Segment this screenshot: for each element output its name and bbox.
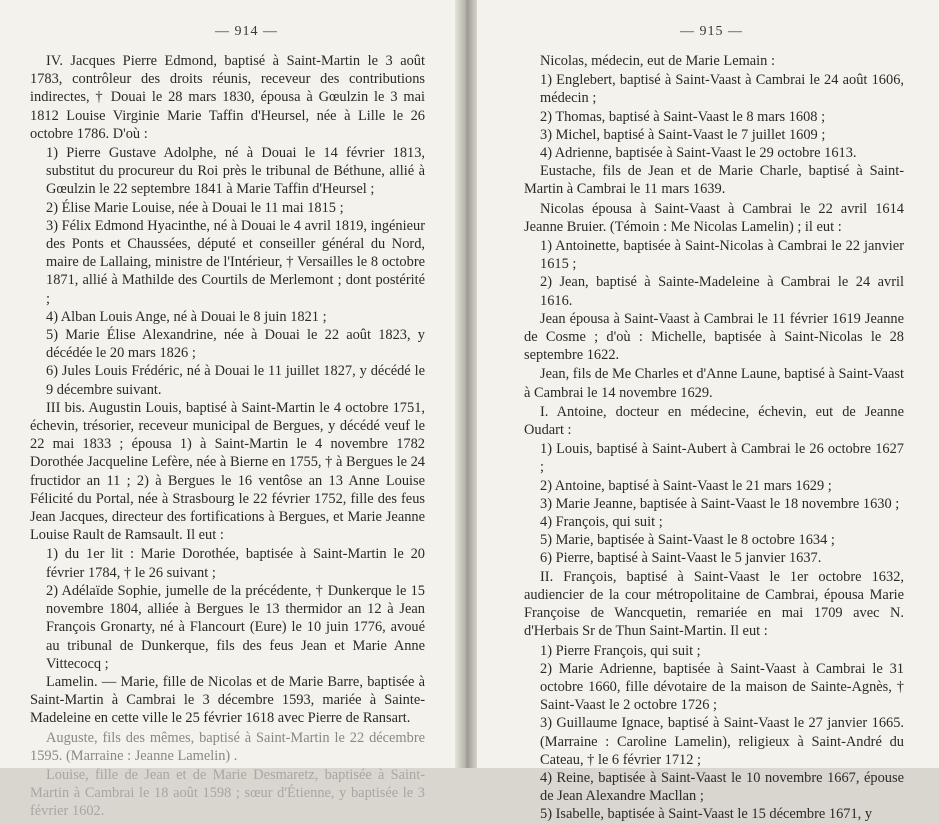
list-item: 1) Pierre François, qui suit ; xyxy=(540,642,701,659)
right-page xyxy=(470,0,939,823)
list-item: 2) Élise Marie Louise, née à Douai le 11 mai 1815 ; xyxy=(46,199,344,216)
paragraph: Jean épousa à Saint-Vaast à Cambrai le 11 février 1619 Jeanne de Cosme ; d'où : Michelle, baptisée à Saint-Nicolas le 28 septembre 1622. xyxy=(524,310,904,364)
paragraph: Louise, fille de Jean et de Marie Desmaretz, baptisée à Saint-Martin à Cambrai le 18 août 1598 ; sœur d'Étienne, y baptisée le 3 février 1602. xyxy=(30,766,425,820)
list-item: 6) Pierre, baptisé à Saint-Vaast le 5 janvier 1637. xyxy=(540,550,822,567)
list-item: 1) Louis, baptisé à Saint-Aubert à Cambrai le 26 octobre 1627 ; xyxy=(540,441,904,476)
list-item: 5) Marie, baptisée à Saint-Vaast le 8 octobre 1634 ; xyxy=(540,532,835,549)
paragraph: IV. Jacques Pierre Edmond, baptisé à Saint-Martin le 3 août 1783, contrôleur des droits réunis, receveur des contributions indirectes, † Douai le 28 mars 1830, épousa à Gœulzin le 3 mai 1812 Louise Virginie Marie Taffin d'Heursel, née à Lille le 26 octobre 1786. D'où : xyxy=(30,53,425,142)
list-item: 4) Adrienne, baptisée à Saint-Vaast le 29 octobre 1613. xyxy=(540,145,857,162)
list-item: 1) Englebert, baptisé à Saint-Vaast à Cambrai le 24 août 1606, médecin ; xyxy=(540,72,904,107)
list-item: 3) Félix Edmond Hyacinthe, né à Douai le 4 avril 1819, ingénieur des Ponts et Chaussées, député et conseiller général du Nord, maire de Lallaing, ministre de l'Intérieur, † Versailles le 8 octobre 1871, allié à Mathilde des Courtils de Merlemont ; dont postérité ; xyxy=(46,217,425,307)
list-item: 4) Reine, baptisée à Saint-Vaast le 10 novembre 1667, épouse de Jean Alexandre Macllan ; xyxy=(540,769,904,805)
list-item: 2) Thomas, baptisé à Saint-Vaast le 8 mars 1608 ; xyxy=(540,108,826,125)
page-number: — 915 — xyxy=(680,24,743,39)
paragraph: Nicolas, médecin, eut de Marie Lemain : xyxy=(540,53,775,69)
list-item: 1) Antoinette, baptisée à Saint-Nicolas à Cambrai le 22 janvier 1615 ; xyxy=(540,238,904,273)
list-item: 3) Michel, baptisé à Saint-Vaast le 7 juillet 1609 ; xyxy=(540,126,826,143)
list-item: 2) Adélaïde Sophie, jumelle de la précédente, † Dunkerque le 15 novembre 1804, alliée à Bergues le 13 thermidor an 12 à Jean François Gronarty, né à Flancourt (Eure) le 10 juin 1776, avoué au tribunal de Dunkerque, fils des feus Jean et Marie Anne Vittecocq ; xyxy=(46,582,425,672)
list-item: 4) Alban Louis Ange, né à Douai le 8 juin 1821 ; xyxy=(46,308,327,325)
paragraph: I. Antoine, docteur en médecine, échevin, eut de Jeanne Oudart : xyxy=(524,403,904,439)
list-item: 1) Pierre Gustave Adolphe, né à Douai le 14 février 1813, substitut du procureur du Roi près le tribunal de Béthune, allié à Gœulzin le 22 septembre 1841 à Marie Taffin d'Heursel ; xyxy=(46,145,425,198)
list-item: 1) du 1er lit : Marie Dorothée, baptisée à Saint-Martin le 20 février 1784, † le 26 suivant ; xyxy=(46,546,425,581)
left-page xyxy=(0,0,462,820)
paragraph: III bis. Augustin Louis, baptisé à Saint-Martin le 4 octobre 1751, échevin, trésorier, receveur municipal de Bergues, y décédé veuf le 22 mai 1833 ; épousa 1) à Saint-Martin le 4 novembre 1782 Dorothée Jacqueline Lefère, née à Bierne en 1755, † à Bergues le 24 fructidor an 11 ; 2) à Bergues le 16 ventôse an 13 Anne Louise Félicité du Portal, née à Strasbourg le 22 février 1752, fille des feus Jean Jacques, directeur des fortifications à Bergues, et Marie Jeanne Louise Rault de Ramsault. Il eut : xyxy=(30,399,425,544)
list-item: 4) François, qui suit ; xyxy=(540,514,663,531)
list-item: 2) Jean, baptisé à Sainte-Madeleine à Cambrai le 24 avril 1616. xyxy=(540,274,904,309)
list-item: 5) Marie Élise Alexandrine, née à Douai le 22 août 1823, y décédée le 20 mars 1826 ; xyxy=(46,327,425,362)
paragraph: Auguste, fils des mêmes, baptisé à Saint-Martin le 22 décembre 1595. (Marraine : Jeanne Lamelin) . xyxy=(30,729,425,764)
paragraph: II. François, baptisé à Saint-Vaast le 1er octobre 1632, audiencier de la cour métropolitaine de Cambrai, épousa Marie Françoise de Wancquetin, remariée en mai 1709 avec N. d'Herbais Sr de Thun Saint-Martin. Il eut : xyxy=(524,568,904,640)
page-body xyxy=(30,52,425,822)
paragraph: Jean, fils de Me Charles et d'Anne Laune, baptisé à Saint-Vaast à Cambrai le 14 novembre 1629. xyxy=(524,366,904,401)
list-item: 6) Jules Louis Frédéric, né à Douai le 11 juillet 1827, y décédé le 9 décembre suivant. xyxy=(46,363,425,398)
list-item: 3) Marie Jeanne, baptisée à Saint-Vaast le 18 novembre 1630 ; xyxy=(540,495,900,512)
page-number: — 914 — xyxy=(215,24,278,39)
list-item: 3) Guillaume Ignace, baptisé à Saint-Vaast le 27 janvier 1665. (Marraine : Caroline Lamelin), religieux à Saint-André du Cateau, † le 6 février 1712 ; xyxy=(540,715,904,768)
page-body xyxy=(524,52,904,824)
book-gutter xyxy=(455,0,477,768)
list-item: 2) Marie Adrienne, baptisée à Saint-Vaast à Cambrai le 31 octobre 1660, fille dévotaire de la maison de Sainte-Agnès, † Saint-Vaast le 2 octobre 1726 ; xyxy=(540,660,904,714)
paragraph: Eustache, fils de Jean et de Marie Charle, baptisé à Saint-Martin à Cambrai le 11 mars 1639. xyxy=(524,163,904,198)
list-item: 2) Antoine, baptisé à Saint-Vaast le 21 mars 1629 ; xyxy=(540,477,832,494)
paragraph: Lamelin. — Marie, fille de Nicolas et de Marie Barre, baptisée à Saint-Martin à Cambrai le 3 décembre 1593, mariée à Sainte-Madeleine en cette ville le 25 février 1618 avec Pierre de Ransart. xyxy=(30,673,425,727)
paragraph: Nicolas épousa à Saint-Vaast à Cambrai le 22 avril 1614 Jeanne Bruier. (Témoin : Me Nicolas Lamelin) ; il eut : xyxy=(524,200,904,235)
list-item: 5) Isabelle, baptisée à Saint-Vaast le 15 décembre 1671, y xyxy=(540,806,873,823)
